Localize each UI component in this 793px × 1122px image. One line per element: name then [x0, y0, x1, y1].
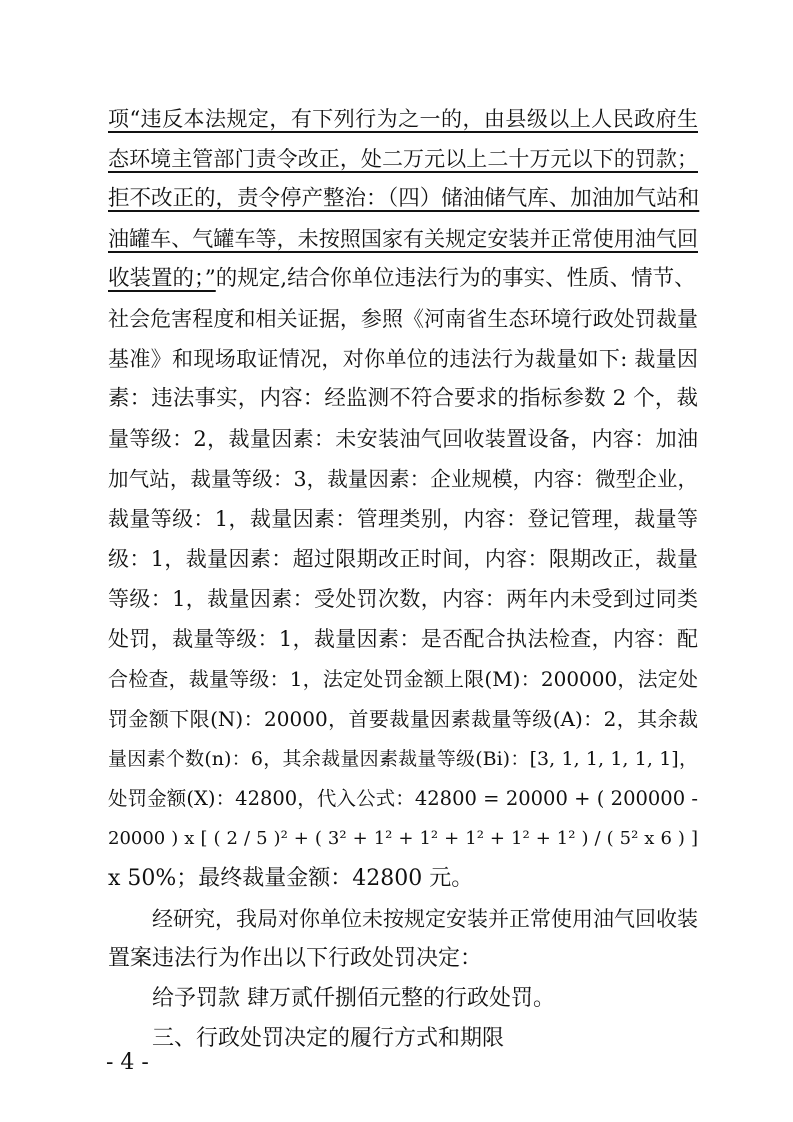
text-line-6: 社会危害程度和相关证据，参照《河南省生态环境行政处罚裁量: [108, 307, 698, 331]
regulation-clause-text: 的规定,结合你单位违法行为的事实、性质、情节、: [215, 266, 696, 291]
text-line-8: 素：违法事实，内容：经监测不符合要求的指标参数 2 个，裁: [108, 386, 698, 411]
text-line-17: 量因素个数(n)：6，其余裁量因素裁量等级(Bi)：[3, 1, 1, 1, 1, 1]，: [108, 748, 698, 770]
text-line-21: 经研究，我局对你单位未按规定安装并正常使用油气回收装: [152, 907, 698, 931]
quoted-clause-end: 收装置的；”: [108, 266, 216, 291]
text-line-20: x 50%；最终裁量金额：42800 元。: [108, 866, 474, 891]
text-line-7: 基准》和现场取证情况，对你单位的违法行为裁量如下: 裁量因: [108, 347, 698, 371]
section-heading: 三、行政处罚决定的履行方式和期限: [152, 1026, 505, 1051]
text-line-11: 裁量等级：1，裁量因素：管理类别，内容：登记管理，裁量等: [108, 507, 698, 531]
text-line-4: 油罐车、气罐车等，未按照国家有关规定安装并正常使用油气回: [108, 227, 698, 251]
text-line-13: 等级：1，裁量因素：受处罚次数，内容：两年内未受到过同类: [108, 587, 698, 611]
text-line-12: 级：1，裁量因素：超过限期改正时间，内容：限期改正，裁量: [108, 547, 698, 571]
text-line-23: 给予罚款 肆万贰仟捌佰元整的行政处罚。: [152, 986, 555, 1011]
text-line-5: [108, 264, 698, 294]
text-line-1: 项“违反本法规定，有下列行为之一的，由县级以上人民政府生: [108, 107, 698, 131]
text-line-22: 置案违法行为作出以下行政处罚决定：: [108, 946, 483, 971]
text-line-14: 处罚，裁量等级：1，裁量因素：是否配合执法检查，内容：配: [108, 627, 698, 651]
text-line-19: 20000 ) x [ ( 2 / 5 )² + ( 3² + 1² + 1² + 1² + 1² + 1² ) / ( 5² x 6 ) ]: [108, 828, 698, 849]
text-line-16: 罚金额下限(N)：20000，首要裁量因素裁量等级(A)：2，其余裁: [108, 707, 698, 731]
text-line-18: 处罚金额(X)：42800，代入公式：42800 = 20000 + ( 200000 -: [108, 787, 698, 810]
text-line-3: 拒不改正的，责令停产整治：（四）储油储气库、加油加气站和: [108, 186, 700, 211]
text-line-10: 加气站，裁量等级：3，裁量因素：企业规模，内容：微型企业，: [108, 467, 698, 491]
text-line-9: 量等级：2，裁量因素：未安装油气回收装置设备，内容：加油: [108, 427, 698, 451]
page-number: - 4 -: [106, 1050, 149, 1075]
text-line-2: 态环境主管部门责令改正，处二万元以上二十万元以下的罚款；: [108, 147, 698, 171]
text-line-15: 合检查，裁量等级：1，法定处罚金额上限(M)：200000，法定处: [108, 667, 698, 691]
